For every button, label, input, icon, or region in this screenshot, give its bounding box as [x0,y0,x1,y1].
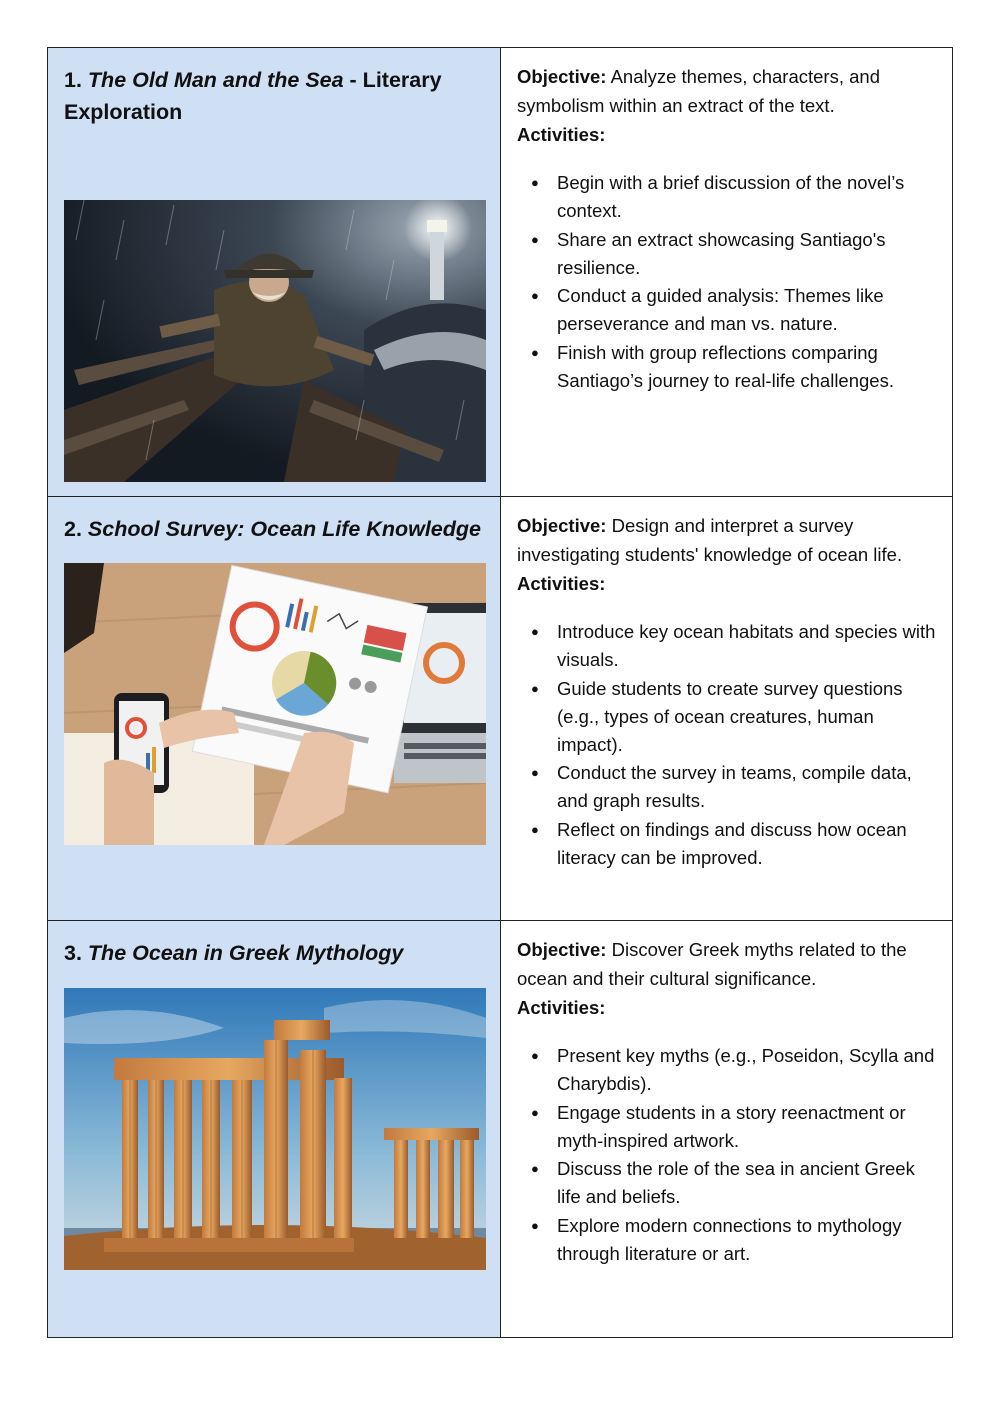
list-item: ● Guide students to create survey questions (e.g., types of ocean creatures, human impact). [517,675,938,759]
lesson-3-objective: Objective: Discover Greek myths related to the ocean and their cultural significance. [517,939,907,989]
lesson-2-title: 2. School Survey: Ocean Life Knowledge [64,517,481,541]
list-item: ● Introduce key ocean habitats and species with visuals. [517,618,938,674]
list-item: ● Begin with a brief discussion of the novel’s context. [517,169,938,225]
list-item: ● Conduct the survey in teams, compile data, and graph results. [517,759,938,815]
list-item: ● Discuss the role of the sea in ancient Greek life and beliefs. [517,1155,938,1211]
old-man-boat-storm-image [64,200,486,482]
list-item: ● Explore modern connections to mythology through literature or art. [517,1212,938,1268]
lesson-row-3 [48,921,952,1337]
lesson-3-right-panel [501,921,952,1337]
lesson-3-left-panel [48,921,501,1337]
lesson-row-2 [48,497,952,921]
lesson-2-objective: Objective: Design and interpret a survey investigating students' knowledge of ocean life. [517,515,903,565]
lesson-1-activities-list [517,169,938,395]
list-item: ● Present key myths (e.g., Poseidon, Scylla and Charybdis). [517,1042,938,1098]
lesson-1-activities-label: Activities: [517,124,606,145]
list-item: ● Engage students in a story reenactment or myth-inspired artwork. [517,1099,938,1155]
lesson-2-right-panel [501,497,952,920]
lesson-1-title: 1. The Old Man and the Sea - Literary Exploration [64,68,442,124]
lesson-2-activities-list [517,618,938,872]
lesson-3-title: 3. The Ocean in Greek Mythology [64,941,404,965]
greek-temple-ruins-image [64,988,486,1270]
list-item: ● Share an extract showcasing Santiago's resilience. [517,226,938,282]
list-item: ● Conduct a guided analysis: Themes like perseverance and man vs. nature. [517,282,938,338]
lesson-2-left-panel [48,497,501,920]
lesson-3-activities-label: Activities: [517,997,606,1018]
lesson-2-activities-label: Activities: [517,573,606,594]
lesson-1-right-panel [501,48,952,496]
lesson-row-1 [48,48,952,497]
lesson-3-activities-list [517,1042,938,1268]
survey-charts-desk-image [64,563,486,845]
lesson-1-left-panel [48,48,501,496]
list-item: ● Finish with group reflections comparing Santiago’s journey to real-life challenges. [517,339,938,395]
lesson-table [47,47,953,1338]
lesson-1-objective: Objective: Analyze themes, characters, and symbolism within an extract of the text. [517,66,880,116]
list-item: ● Reflect on findings and discuss how ocean literacy can be improved. [517,816,938,872]
